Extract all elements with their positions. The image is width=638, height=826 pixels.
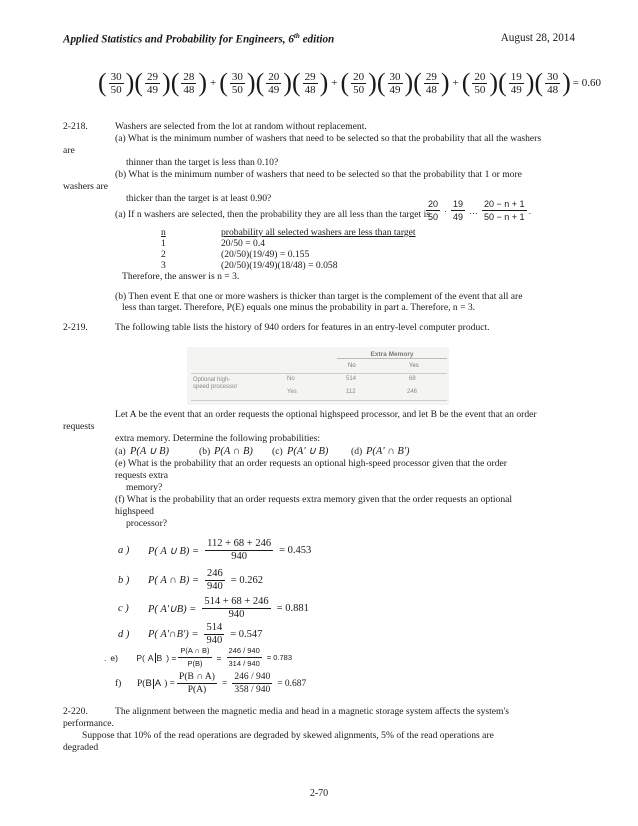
problem-text: (b) What is the minimum number of washers that need to be selected so that the probability that 1 or more	[115, 169, 522, 180]
equation-term: ( $\frac{30}{50}$ ) ( $\frac{20}{49}$ ) ( $\frac{29}{48}$ )	[219, 68, 329, 97]
solution-text: (a) If n washers are selected, then the probability they are all less than the target is	[115, 209, 430, 220]
table-cell: 2	[161, 249, 166, 260]
table-value: 112	[346, 389, 356, 395]
equation-result: = 0.60	[572, 77, 601, 89]
solution-f: f) P( B A ) = $\frac{P(B \cap A)}{P(A)}$ = $\frac{246 / 940}{358 / 940}$ = 0.687	[115, 672, 307, 695]
table-value: 246	[407, 389, 418, 395]
row-sublabel: Yes	[287, 389, 297, 395]
table-cell: 20/50 = 0.4	[221, 238, 266, 249]
running-header-title: Applied Statistics and Probability for Engineers, 6th edition	[63, 32, 335, 46]
solution-e: . e) P( A B ) = $\frac{P(A \cap B)}{P(B)}$ = $\frac{246 / 940}{314 / 940}$ = 0.783	[104, 646, 293, 668]
problem-text: highspeed	[115, 506, 154, 517]
problem-text: degraded	[63, 742, 99, 753]
table-cell: 3	[161, 260, 166, 271]
problem-text: (e) What is the probability that an order requests an optional high-speed processor given that the order	[115, 458, 507, 469]
table-value: 68	[409, 376, 416, 382]
solution-text: less than target. Therefore, P(E) equals one minus the probability in part a. Therefore, n = 3.	[122, 302, 476, 313]
problem-text: thicker than the target is at least 0.90?	[126, 193, 272, 204]
problem-text: The following table lists the history of 940 orders for features in an entry-level computer product.	[115, 322, 490, 333]
solution-b: b ) P( A ∩ B) = $\frac{246}{940}$ = 0.262	[118, 568, 263, 592]
table-header-prob: probability all selected washers are less than target	[221, 227, 416, 238]
orders-table-image	[187, 347, 449, 405]
part-list: (a) P(A ∪ B) (b) P(A ∩ B) (c) P(A' ∪ B) (d) P(A' ∩ B')	[115, 446, 410, 457]
solution-c: c ) P( A'∪B) = $\frac{514 + 68 + 246}{940}$ = 0.881	[118, 596, 309, 620]
row-label: Optional high- speed processor	[193, 377, 238, 390]
problem-text: memory?	[126, 482, 163, 493]
table-title: Extra Memory	[337, 351, 447, 359]
problem-text: extra memory. Determine the following probabilities:	[115, 433, 321, 444]
table-cell: (20/50)(19/49)(18/48) = 0.058	[221, 260, 338, 271]
problem-text: performance.	[63, 718, 114, 729]
solution-d: d ) P( A'∩B') = $\frac{514}{940}$ = 0.547	[118, 622, 263, 646]
col-header: Yes	[409, 363, 419, 369]
problem-text: Suppose that 10% of the read operations are degraded by skewed alignments, 5% of the read operations are	[82, 730, 494, 741]
problem-text: processor?	[126, 518, 168, 529]
problem-text: Let A be the event that an order requests the optional highspeed processor, and let B be the event that an order	[115, 409, 537, 420]
problem-text: The alignment between the magnetic media and head in a magnetic storage system affects the system's	[115, 706, 509, 717]
problem-text: requests	[63, 421, 95, 432]
problem-text: requests extra	[115, 470, 169, 481]
running-header-date: August 28, 2014	[500, 32, 575, 44]
problem-number: 2-218.	[63, 121, 88, 132]
solution-a: a ) P( A ∪ B) = $\frac{112 + 68 + 246}{940}$ = 0.453	[118, 538, 312, 562]
problem-text: Washers are selected from the lot at random without replacement.	[115, 121, 367, 132]
solution-text: Therefore, the answer is n = 3.	[122, 271, 240, 282]
equation-term: ( $\frac{20}{50}$ ) ( $\frac{30}{49}$ ) ( $\frac{29}{48}$ )	[340, 68, 450, 97]
problem-text: are	[63, 145, 75, 156]
problem-number: 2-220.	[63, 706, 88, 717]
row-sublabel: No	[287, 376, 295, 382]
equation-term: ( $\frac{20}{50}$ ) ( $\frac{19}{49}$ ) ( $\frac{30}{48}$ )	[461, 68, 571, 97]
table-value: 514	[346, 376, 357, 382]
equation-term: ( $\frac{30}{50}$ ) ( $\frac{29}{49}$ ) ( $\frac{28}{48}$ )	[98, 68, 208, 97]
product-fraction: $\frac{20}{50}$ · $\frac{19}{49}$ … $\frac{20 - n + 1}{50 - n + 1}$ .	[428, 199, 532, 222]
top-equation: ( $\frac{30}{50}$ ) ( $\frac{29}{49}$ ) ( $\frac{28}{48}$ ) + ( $\frac{30}{50}$ ) ( $\frac{20}{49}$ ) ( $\frac{29}{48}$ ) + ( $\frac{20}{50}$ ) ( $\frac{30}{49}$ ) ( $\frac{29}{48}$ ) + ( $\frac{20}{50}$ ) ( $\frac{19}{49}$ ) ( $\frac{30}{48}$ ) = 0.60	[98, 68, 601, 97]
problem-number: 2-219.	[63, 322, 88, 333]
problem-text: (a) What is the minimum number of washers that need to be selected so that the probability that all the washers	[115, 133, 542, 144]
solution-text: (b) Then event E that one or more washers is thicker than target is the complement of the event that all are	[115, 291, 523, 302]
problem-text: thinner than the target is less than 0.10?	[126, 157, 279, 168]
table-cell: 1	[161, 238, 166, 249]
table-header-n: n	[161, 227, 166, 238]
problem-text: washers are	[63, 181, 109, 192]
table-cell: (20/50)(19/49) = 0.155	[221, 249, 310, 260]
page-number: 2-70	[309, 788, 329, 799]
problem-text: (f) What is the probability that an order requests extra memory given that the order requests an optional	[115, 494, 513, 505]
col-header: No	[348, 363, 356, 369]
